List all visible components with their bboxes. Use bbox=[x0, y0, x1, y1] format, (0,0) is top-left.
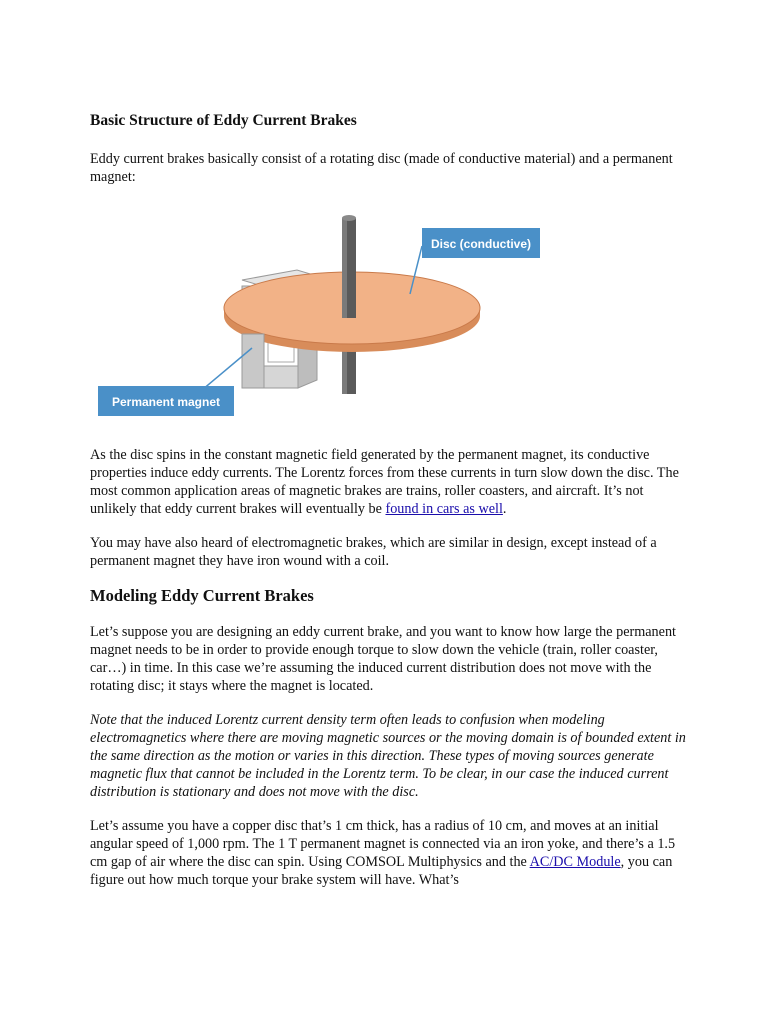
disc-label: Disc (conductive) bbox=[430, 237, 532, 251]
suppose-paragraph: Let’s suppose you are designing an eddy current brake, and you want to know how large the permanent magnet needs to be in order to provide enough torque to slow down the vehicle (train, roller coaster, car…) in time. In this case we’re assuming the induced current distribution does not move with the rotating disc; it stays where the magnet is located. bbox=[90, 624, 676, 694]
assume-paragraph: Let’s assume you have a copper disc that’s 1 cm thick, has a radius of 10 cm, and moves at an initial angular speed of 1,000 rpm. The 1 T permanent magnet is connected via an iron yoke, and there’s a 1.5 cm gap of air where the disc can spin. Using COMSOL Multiphysics and the AC/DC Module, you can figure out how much torque your brake system will have. What’s bbox=[90, 818, 676, 888]
eddy-brake-diagram bbox=[92, 208, 552, 420]
intro-paragraph: Eddy current brakes basically consist of a rotating disc (made of conductive material) and a permanent magnet: bbox=[90, 151, 673, 185]
electromagnetic-paragraph: You may have also heard of electromagnetic brakes, which are similar in design, except instead of a permanent magnet they have iron wound with a coil. bbox=[90, 535, 657, 569]
section-heading-basic-structure: Basic Structure of Eddy Current Brakes bbox=[90, 112, 357, 129]
note-paragraph: Note that the induced Lorentz current density term often leads to confusion when modeling electromagnetics where there are moving magnetic sources or the moving domain is of bounded extent in the same direction as the motion or varies in this direction. These types of moving sources generate magnetic flux that cannot be included in the Lorentz term. To be clear, in our case the induced current distribution is stationary and does not move with the disc. bbox=[90, 712, 686, 800]
found-in-cars-link[interactable]: found in cars as well bbox=[385, 501, 503, 517]
spin-paragraph: As the disc spins in the constant magnetic field generated by the permanent magnet, its conductive properties induce eddy currents. The Lorentz forces from these currents in turn slow down the disc. The most common application areas of magnetic brakes are trains, roller coasters, and aircraft. It’s not unlikely that eddy current brakes will eventually be found in cars as well. bbox=[90, 447, 679, 517]
section-heading-modeling: Modeling Eddy Current Brakes bbox=[90, 586, 314, 605]
article-body bbox=[90, 112, 690, 905]
magnet-label: Permanent magnet bbox=[111, 395, 221, 409]
acdc-module-link[interactable]: AC/DC Module bbox=[529, 854, 621, 870]
